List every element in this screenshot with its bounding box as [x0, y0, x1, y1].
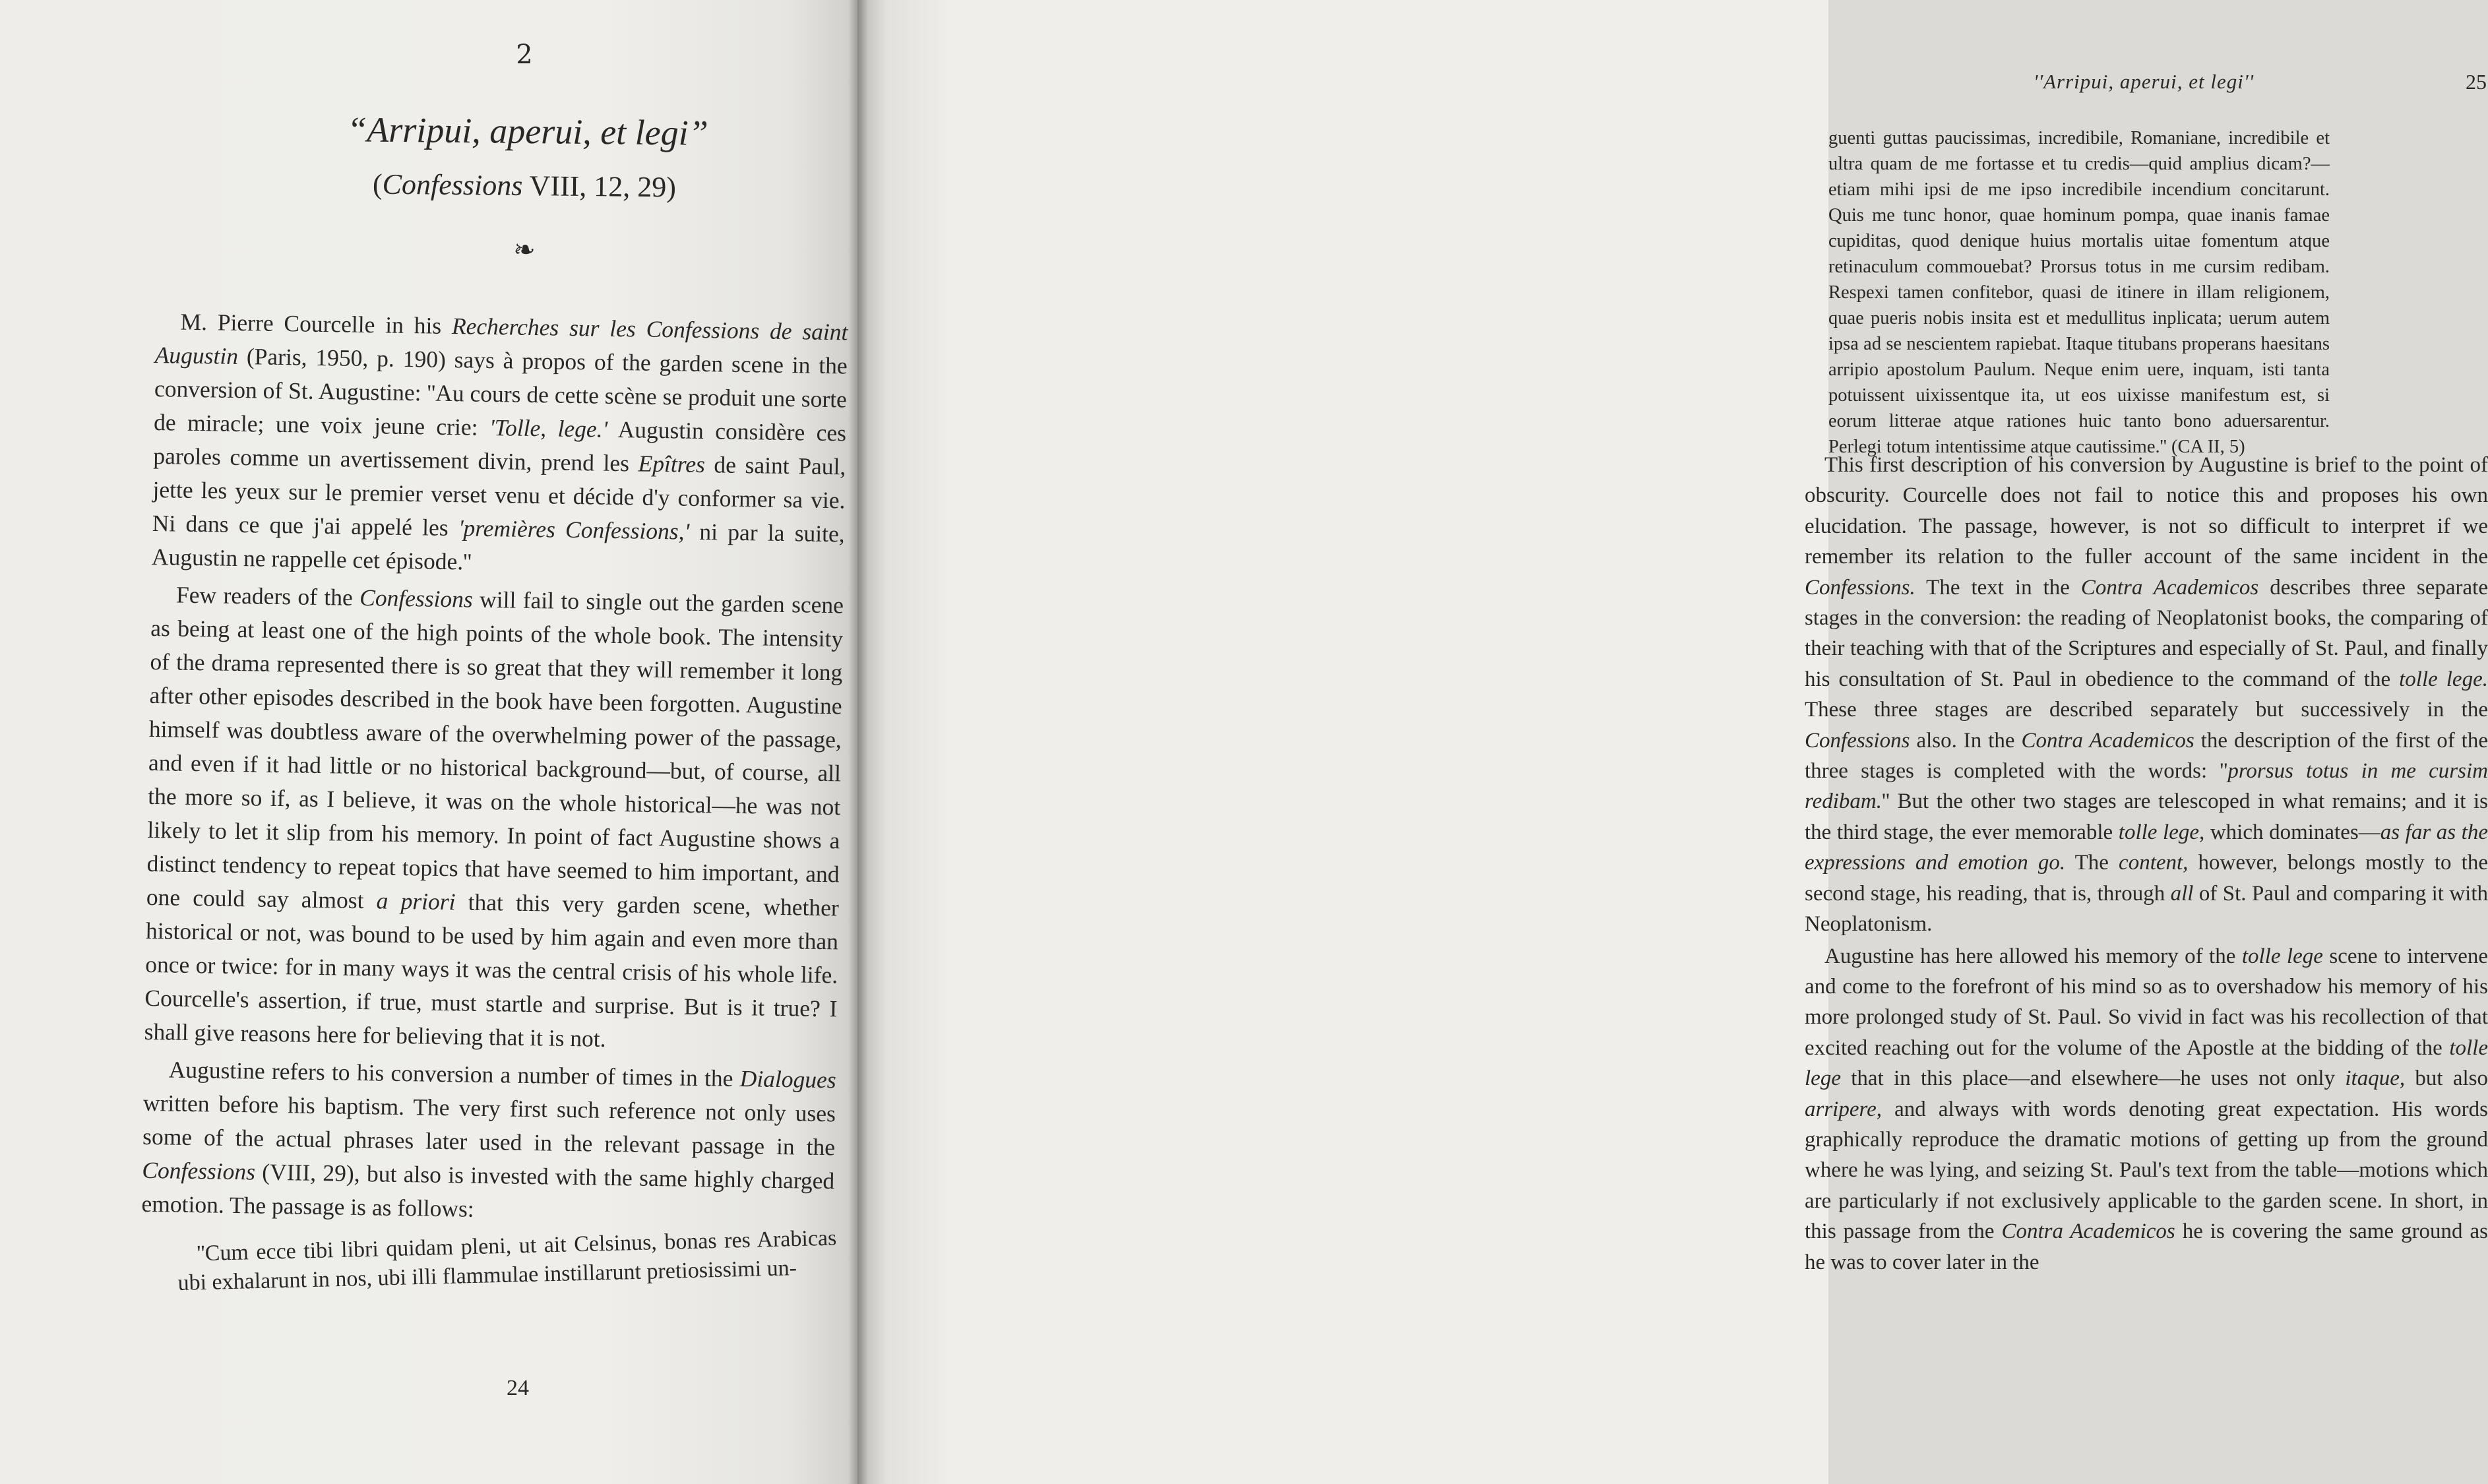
italic-run: arripere, — [1805, 1097, 1882, 1121]
text-run: however, belongs mostly to the second stage, his reading, that is, through — [1805, 851, 2488, 906]
text-run: de saint Paul, jette les yeux sur le premier verset venu et décide d'y conformer sa vie. Ni dans ce que j'ai appelé les — [152, 451, 846, 541]
text-run: that in this place—and elsewhere—he uses not only — [1840, 1067, 2346, 1091]
text-run: which dominates— — [2204, 820, 2380, 844]
chapter-subtitle — [310, 167, 739, 205]
text-run: and always with words denoting great expectation. His words graphically reproduce the dramatic motions of getting up from the ground where he was lying, and seizing St. Paul's text from the table—motions which are particularly if not exclusively applicable to the garden scene. In short, in this passage from the — [1805, 1097, 2488, 1244]
subtitle-ref: VIII, 12, 29) — [522, 169, 677, 204]
text-run: Augustine has here allowed his memory of the — [1824, 944, 2242, 968]
right-paragraph-1 — [1805, 450, 2488, 940]
page-number-right: 25 — [2466, 70, 2487, 94]
text-run: Few readers of the — [175, 581, 360, 611]
italic-run: Dialogues — [739, 1065, 836, 1094]
book-gutter — [848, 0, 868, 1484]
text-run: The — [2065, 851, 2119, 875]
chapter-title: “Arripui, aperui, et legi” — [346, 109, 709, 153]
text-run: Augustine refers to his conversion a number of times in the — [168, 1056, 741, 1092]
left-paragraph-1 — [152, 305, 848, 584]
right-paragraph-2 — [1805, 941, 2488, 1278]
latin-quote-continuation: guenti guttas paucissimas, incredibile, Romaniane, incredibile et ultra quam de me fortasse et tu credis—quid amplius dicam?—etiam mihi ipsi de me ipso incredibile incendium concitarunt. Quis me tunc honor, quae hominum pompa, quae inanis famae cupiditas, quod denique huius mortalis uitae fomentum atque retinaculum commouebat? Prorsus totus in me cursim redibam. Respexi tamen confitebor, quasi de itinere in illam religionem, quae pueris nobis insita est et medullitus inplicata; uerum autem ipsa ad se nescientem rapiebat. Itaque titubans properans haesitans arripio apostolum Paulum. Neque enim uere, inquam, isti tanta potuissent uixissentque ita, ut eos uixisse manifestum est, si eorum litterae atque rationes huic tanto bono aduersarentur. Perlegi totum intentissime atque cautissime.'' (CA II, 5) — [1828, 128, 2330, 457]
subtitle-open: ( — [372, 168, 383, 201]
fleuron-ornament-icon: ❧ — [513, 235, 536, 265]
italic-run: tolle lege, — [2118, 820, 2205, 844]
italic-run: Confessions — [359, 584, 474, 613]
italic-run: prorsus totus in me cursim redibam. — [1805, 759, 2488, 814]
italic-run: a priori — [376, 887, 456, 915]
left-page — [0, 0, 857, 1484]
right-body-text — [1805, 450, 2488, 1278]
text-run: written before his baptism. The very first such reference not only uses some of the actual phrases later used in the relevant passage in the — [142, 1089, 836, 1161]
running-head: ''Arripui, aperui, et legi'' — [2033, 70, 2255, 93]
text-run: also. In the — [1910, 728, 2022, 753]
italic-run: content, — [2119, 851, 2189, 875]
left-paragraph-2 — [144, 578, 844, 1059]
italic-run: 'Tolle, lege.' — [489, 414, 608, 443]
text-run: will fail to single out the garden scene as being at least one of the high points of the whole book. The intensity of the drama represented there is so great that they will remember it long after other episodes described in the book have been forgotten. Augustine himself was doubtless aware of the overwhelming power of the passage, and even if it had little or no historical background—but, of course, all the more so if, as I believe, it was on the whole historical—he was not likely to let it slip from his memory. In point of fact Augustine shows a distinct tendency to repeat topics that have seemed to him important, and one could say almost — [146, 586, 844, 914]
text-run: but also — [2405, 1067, 2488, 1091]
chapter-number: 2 — [516, 40, 533, 70]
italic-run: Epîtres — [638, 450, 706, 478]
italic-run: Contra Academicos — [2080, 575, 2259, 600]
italic-run: itaque, — [2345, 1067, 2406, 1091]
text-run: These three stages are described separately but successively in the — [1805, 698, 2488, 722]
italic-run: Contra Academicos — [2001, 1220, 2175, 1244]
text-run: he is covering the same ground as he was to cover later in the — [1805, 1220, 2488, 1274]
text-run: The text in the — [1915, 575, 2081, 600]
italic-run: Confessions — [142, 1156, 256, 1185]
subtitle-work: Confessions — [382, 168, 523, 202]
italic-run: all — [2170, 881, 2194, 906]
italic-run: Recherches sur les Confessions de saint Augustin — [154, 313, 848, 369]
italic-run: tolle lege — [1805, 1036, 2488, 1091]
text-run: '' But the other two stages are telescoped in what remains; and it is the third stage, the ever memorable — [1805, 789, 2488, 844]
text-run: scene to intervene and come to the forefront of his mind so as to overshadow his memory of his more prolonged study of St. Paul. So vivid in fact was his recollection of that excited reaching out for the volume of the Apostle at the bidding of the — [1805, 944, 2488, 1060]
text-run: that this very garden scene, whether historical or not, was bound to be used by him again and even more than once or twice: for in many ways it was the central crisis of his whole life. Courcelle's assertion, if true, must startle and surprise. But is it true? I shall give reasons here for believing that it is not. — [144, 888, 840, 1052]
italic-run: Confessions. — [1805, 575, 1915, 600]
right-page — [857, 0, 2488, 1484]
italic-run: as far as the expressions and emotion go. — [1805, 820, 2488, 875]
text-run: (Paris, 1950, p. 190) says à propos of the garden scene in the conversion of St. Augustine: ''Au cours de cette scène se produit une sorte de miracle; une voix jeune crie: — [153, 342, 848, 441]
italic-run: 'premières Confessions,' — [458, 514, 690, 545]
text-run: (VIII, 29), but also is invested with the same highly charged emotion. The passage is as follows: — [141, 1158, 835, 1222]
latin-quote-start: ''Cum ecce tibi libri quidam pleni, ut ait Celsinus, bonas res Arabicas ubi exhalarunt in nos, ubi illi flammulae instillarunt pretiosissimi un- — [177, 1225, 837, 1295]
italic-run: Confessions — [1805, 728, 1910, 753]
italic-run: tolle lege — [2241, 944, 2323, 968]
left-body-text — [141, 305, 848, 1231]
text-run: the description of the first of the three stages is completed with the words: '' — [1805, 728, 2488, 784]
page-number-left: 24 — [507, 1376, 529, 1400]
text-run: M. Pierre Courcelle in his — [180, 308, 452, 340]
italic-run: tolle lege. — [2399, 667, 2488, 691]
left-paragraph-3 — [141, 1053, 836, 1231]
text-run: This first description of his conversion by Augustine is brief to the point of obscurity. Courcelle does not fail to notice this and proposes his own elucidation. The passage, however, is not so difficult to interpret if we remember its relation to the fuller account of the same incident in the — [1805, 453, 2488, 569]
italic-run: Contra Academicos — [2021, 728, 2194, 753]
text-run: of St. Paul and comparing it with Neoplatonism. — [1805, 881, 2488, 937]
text-run: Augustin considère ces paroles comme un avertissement divin, prend les — [153, 416, 847, 477]
text-run: describes three separate stages in the conversion: the reading of Neoplatonist books, the comparing of their teaching with that of the Scriptures and especially of St. Paul, and finally his consultation of St. Paul in obedience to the command of the — [1805, 575, 2488, 691]
text-run: ni par la suite, Augustin ne rappelle cet épisode.'' — [151, 518, 845, 575]
